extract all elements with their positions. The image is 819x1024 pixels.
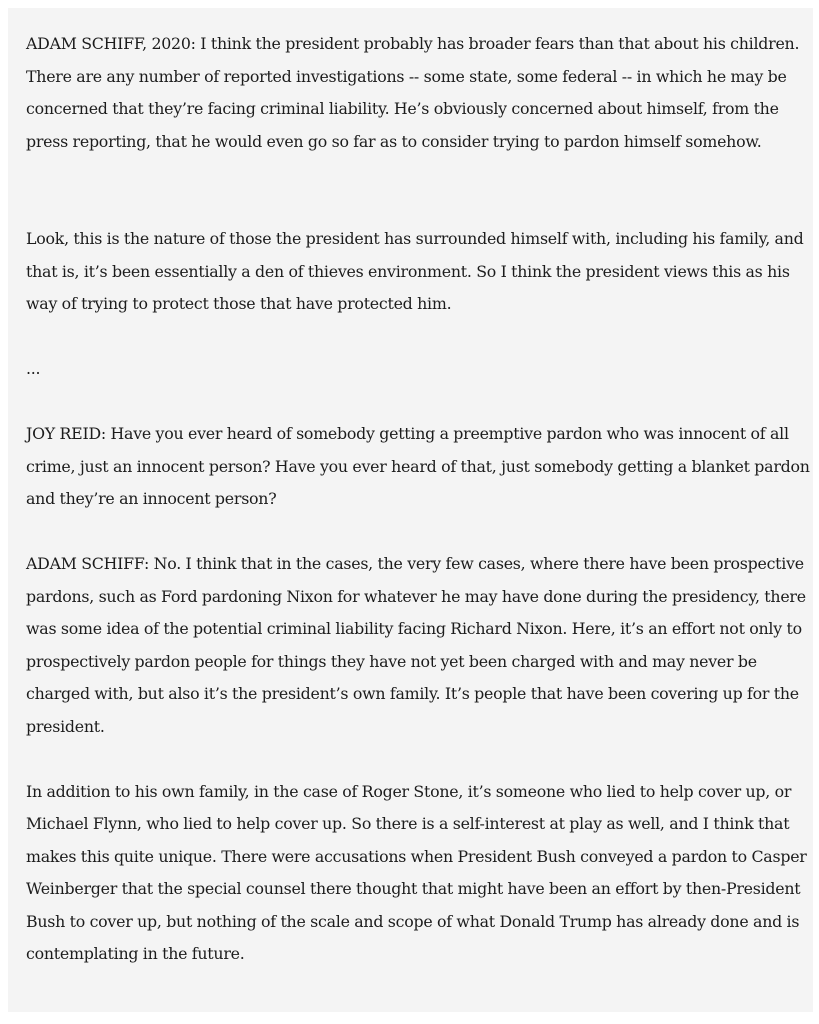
transcript-body bbox=[26, 28, 812, 971]
transcript-panel bbox=[8, 8, 813, 1012]
paragraph-spacer bbox=[26, 516, 812, 549]
paragraph-schiff-answer: ADAM SCHIFF: No. I think that in the cases, the very few cases, where there have been prospective pardons, such as Ford pardoning Nixon for whatever he may have done during the presidency, there was some idea of the potential criminal liability facing Richard Nixon. Here, it’s an effort not only to prospectively pardon people for things they have not yet been charged with and may never be charged with, but also it’s the president’s own family. It’s people that have been covering up for the president. bbox=[26, 554, 806, 736]
paragraph-schiff-2020: ADAM SCHIFF, 2020: I think the president probably has broader fears than that about his children. There are any number of reported investigations -- some state, some federal -- in which he may be concerned that they’re facing criminal liability. He’s obviously concerned about himself, from the press reporting, that he would even go so far as to consider trying to pardon himself somehow. bbox=[26, 34, 800, 151]
paragraph-spacer bbox=[26, 321, 812, 354]
paragraph-joy-reid-question: JOY REID: Have you ever heard of somebody getting a preemptive pardon who was innocent of all crime, just an innocent person? Have you ever heard of that, just somebody getting a blanket pardon and they’re an innocent person? bbox=[26, 424, 810, 508]
paragraph-den-of-thieves: Look, this is the nature of those the president has surrounded himself with, including his family, and that is, it’s been essentially a den of thieves environment. So I think the president views this as his way of trying to protect those that have protected him. bbox=[26, 229, 804, 313]
paragraph-spacer bbox=[26, 158, 812, 223]
paragraph-schiff-conclusion: In addition to his own family, in the case of Roger Stone, it’s someone who lied to help cover up, or Michael Flynn, who lied to help cover up. So there is a self-interest at play as well, and I think that makes this quite unique. There were accusations when President Bush conveyed a pardon to Casper Weinberger that the special counsel there thought that might have been an effort by then-President Bush to cover up, but nothing of the scale and scope of what Donald Trump has already done and is contemplating in the future. bbox=[26, 781, 807, 963]
paragraph-spacer bbox=[26, 386, 812, 419]
paragraph-spacer bbox=[26, 743, 812, 776]
ellipsis-separator: ... bbox=[26, 359, 41, 378]
